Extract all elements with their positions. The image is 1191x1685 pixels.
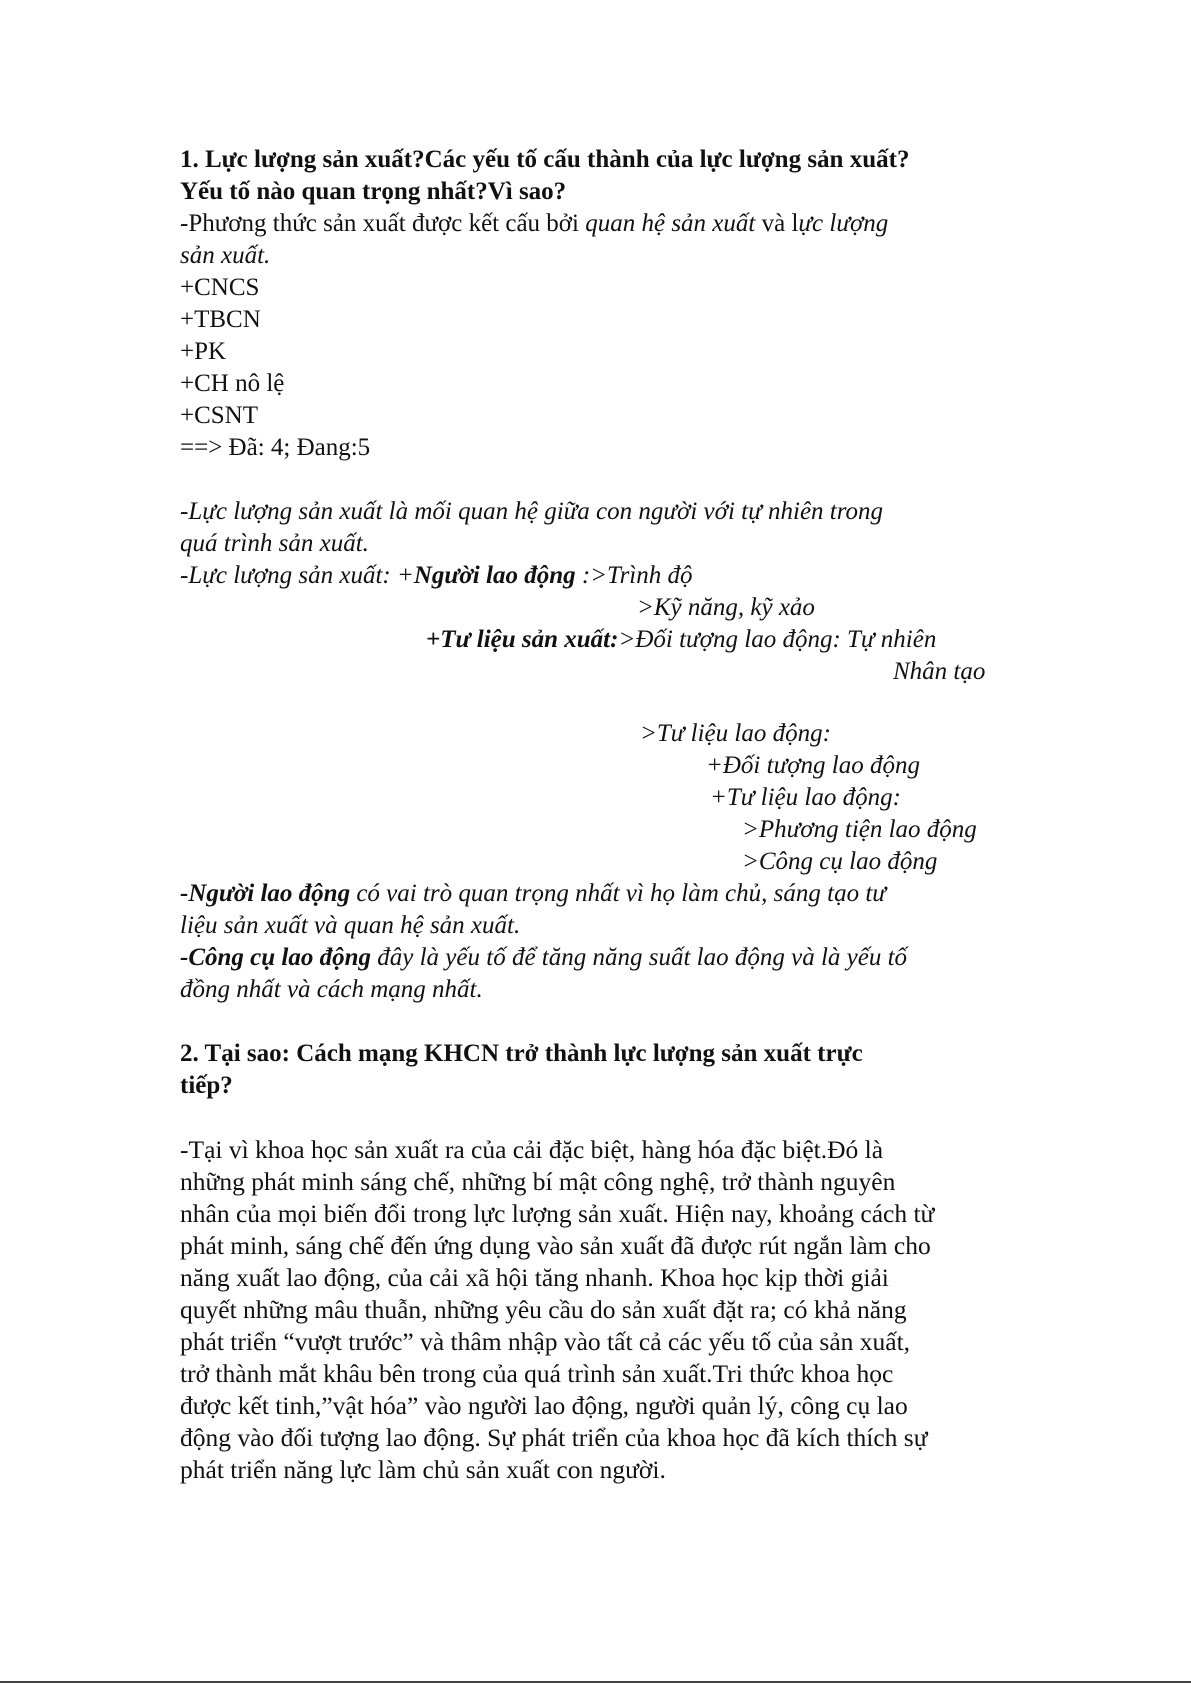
section2-heading-line2: tiếp? <box>180 1072 233 1099</box>
definition-line2: quá trình sản xuất. <box>180 530 369 557</box>
body-line: trở thành mắt khâu bên trong của quá trình sản xuất.Tri thức khoa học <box>180 1359 894 1388</box>
intro-text: -Phương thức sản xuất được kết cấu bởi <box>180 210 586 237</box>
note-tools-line1 <box>180 942 907 974</box>
list-item: +PK <box>180 338 227 365</box>
list-item: +CH nô lệ <box>180 370 285 397</box>
body-line: nhân của mọi biến đổi trong lực lượng sản xuất. Hiện nay, khoảng cách từ <box>180 1199 935 1228</box>
note-worker-text: có vai trò quan trọng nhất vì họ làm chủ, sáng tạo tư <box>350 880 886 907</box>
note-tools-bold: -Công cụ lao động <box>180 944 372 971</box>
structure-object-artificial: Nhân tạo <box>893 658 986 685</box>
structure-means-plus: + <box>426 626 441 653</box>
summary-line: ==> Đã: 4; Đang:5 <box>180 434 371 461</box>
structure-means-of-labor: >Phương tiện lao động <box>742 816 977 843</box>
structure-means: Tư liệu sản xuất: <box>440 626 619 653</box>
structure-worker: Người lao động <box>413 562 576 589</box>
body-line: phát triển năng lực làm chủ sản xuất con người. <box>180 1455 666 1484</box>
list-item: +TBCN <box>180 306 261 333</box>
definition-line1: -Lực lượng sản xuất là mối quan hệ giữa con người với tự nhiên trong <box>180 498 884 525</box>
body-line: phát triển “vượt trước” và thâm nhập vào tất cả các yếu tố của sản xuất, <box>180 1327 911 1356</box>
body-line: động vào đối tượng lao động. Sự phát triển của khoa học đã kích thích sự <box>180 1423 928 1452</box>
body-line: được kết tinh,”vật hóa” vào người lao động, người quản lý, công cụ lao <box>180 1391 908 1420</box>
note-tools-line2: đồng nhất và cách mạng nhất. <box>180 976 483 1003</box>
note-worker-bold: -Người lao động <box>180 880 351 907</box>
structure-label: -Lực lượng sản xuất: + <box>180 562 414 589</box>
intro-text-mid: và l <box>755 210 799 237</box>
note-worker-line1 <box>180 878 886 910</box>
page-bottom-rule <box>0 1681 1191 1683</box>
structure-worker-level: :>Trình độ <box>575 562 693 589</box>
note-worker-line2: liệu sản xuất và quan hệ sản xuất. <box>180 912 521 939</box>
body-line: phát minh, sáng chế đến ứng dụng vào sản xuất đã được rút ngắn làm cho <box>180 1231 931 1260</box>
section2-heading-line1: 2. Tại sao: Cách mạng KHCN trở thành lực lượng sản xuất trực <box>180 1040 863 1067</box>
note-tools-text: đây là yếu tố để tăng năng suất lao động và là yếu tố <box>371 944 908 971</box>
section1-intro-line2: sản xuất. <box>180 242 271 269</box>
body-line: những phát minh sáng chế, những bí mật công nghệ, trở thành nguyên <box>180 1167 896 1196</box>
list-item: +CNCS <box>180 274 260 301</box>
structure-object: >Đối tượng lao động: Tự nhiên <box>618 626 937 653</box>
list-item: +CSNT <box>180 402 259 429</box>
structure-means-line <box>426 624 936 656</box>
section1-intro-line1 <box>180 208 888 240</box>
structure-sub-object: +Đối tượng lao động <box>706 752 920 779</box>
body-line: -Tại vì khoa học sản xuất ra của cải đặc biệt, hàng hóa đặc biệt.Đó là <box>180 1135 884 1164</box>
intro-emphasis-forces: ực lượng <box>798 210 889 237</box>
structure-instruments: >Tư liệu lao động: <box>640 720 831 747</box>
section1-heading-line1: 1. Lực lượng sản xuất?Các yếu tố cấu thành của lực lượng sản xuất? <box>180 146 910 173</box>
section1-heading-line2: Yếu tố nào quan trọng nhất?Vì sao? <box>180 178 567 205</box>
structure-tools-of-labor: >Công cụ lao động <box>742 848 938 875</box>
structure-worker-skills: >Kỹ năng, kỹ xảo <box>637 594 815 621</box>
structure-sub-instruments: +Tư liệu lao động: <box>710 784 901 811</box>
body-line: quyết những mâu thuẫn, những yêu cầu do sản xuất đặt ra; có khả năng <box>180 1295 907 1324</box>
body-line: năng xuất lao động, của cải xã hội tăng nhanh. Khoa học kịp thời giải <box>180 1263 889 1292</box>
structure-worker-line <box>180 560 693 592</box>
intro-emphasis-relations: quan hệ sản xuất <box>585 210 756 237</box>
